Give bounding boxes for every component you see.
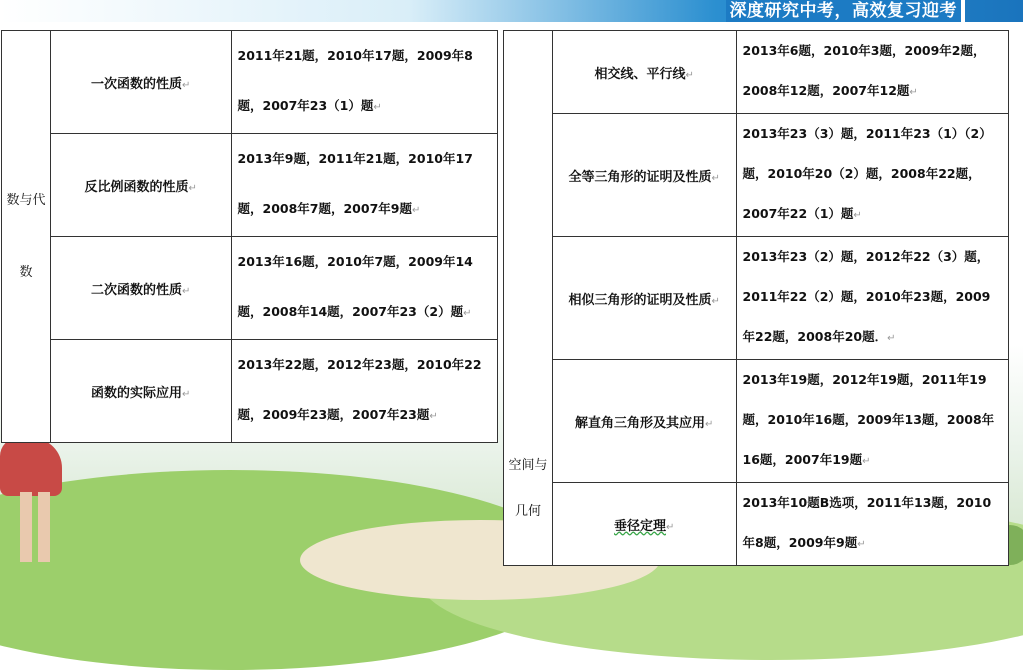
source-cell: 2013年16题，2010年7题，2009年14题，2008年14题，2007年23（2）题↵ [231,237,498,340]
source-text: 2013年9题，2011年21题，2010年17题，2008年7题，2007年9题 [237,151,473,216]
topic-cell: 相似三角形的证明及性质↵ [552,237,736,360]
topic-cell: 相交线、平行线↵ [552,31,736,114]
source-cell: 2011年21题，2010年17题，2009年8题，2007年23（1）题↵ [231,31,498,134]
topic-cell: 一次函数的性质↵ [50,31,231,134]
geometry-table [503,30,1009,566]
source-text: 2013年22题，2012年23题，2010年22题，2009年23题，2007年23题 [237,357,482,422]
topic-label: 反比例函数的性质 [84,179,189,195]
topic-label: 相似三角形的证明及性质 [568,292,712,308]
topic-label: 二次函数的性质 [91,282,183,298]
category-label: 数与代数 [6,192,46,280]
source-cell: 2013年6题，2010年3题，2009年2题，2008年12题，2007年12题↵ [736,31,1008,114]
decor-girl-leg [20,492,32,562]
source-cell: 2013年22题，2012年23题，2010年22题，2009年23题，2007年23题↵ [231,340,498,443]
category-cell [2,31,51,443]
topic-cell: 反比例函数的性质↵ [50,134,231,237]
topic-label: 相交线、平行线 [594,66,686,82]
source-cell: 2013年10题B选项，2011年13题，2010年8题，2009年9题↵ [736,483,1008,566]
source-text: 2013年23（2）题，2012年22（3）题，2011年22（2）题，2010年23题，2009年22题，2008年20题． [742,249,991,344]
source-cell: 2013年19题，2012年19题，2011年19题，2010年16题，2009年13题，2008年16题，2007年19题↵ [736,360,1008,483]
category-cell [504,31,553,566]
topic-label: 函数的实际应用 [91,385,183,401]
source-text: 2013年10题B选项，2011年13题，2010年8题，2009年9题 [742,495,992,550]
source-text: 2013年6题，2010年3题，2009年2题，2008年12题，2007年12题 [742,43,986,98]
topic-label: 垂径定理 [614,518,667,534]
algebra-table [1,30,498,443]
topic-label: 全等三角形的证明及性质 [568,169,712,185]
source-cell: 2013年23（3）题，2011年23（1）（2）题，2010年20（2）题，2008年22题，2007年22（1）题↵ [736,114,1008,237]
header-divider [961,0,965,22]
topic-cell: 函数的实际应用↵ [50,340,231,443]
source-text: 2013年19题，2012年19题，2011年19题，2010年16题，2009年13题，2008年16题，2007年19题 [742,372,995,467]
source-cell: 2013年9题，2011年21题，2010年17题，2008年7题，2007年9题↵ [231,134,498,237]
decor-girl-leg [38,492,50,562]
header-title: 深度研究中考，高效复习迎考 [726,0,962,22]
source-cell: 2013年23（2）题，2012年22（3）题，2011年22（2）题，2010年23题，2009年22题，2008年20题．↵ [736,237,1008,360]
source-text: 2011年21题，2010年17题，2009年8题，2007年23（1）题 [237,48,473,113]
decor-girl-figure [0,438,62,496]
source-text: 2013年23（3）题，2011年23（1）（2）题，2010年20（2）题，2008年22题，2007年22（1）题 [742,126,992,221]
topic-label: 一次函数的性质 [91,76,183,92]
category-label: 空间与几何 [508,458,548,519]
topic-cell: 垂径定理↵ [552,483,736,566]
topic-cell: 二次函数的性质↵ [50,237,231,340]
topic-cell: 全等三角形的证明及性质↵ [552,114,736,237]
header-bar [0,0,1023,22]
source-text: 2013年16题，2010年7题，2009年14题，2008年14题，2007年23（2）题 [237,254,473,319]
topic-label: 解直角三角形及其应用 [575,415,706,431]
topic-cell: 解直角三角形及其应用↵ [552,360,736,483]
